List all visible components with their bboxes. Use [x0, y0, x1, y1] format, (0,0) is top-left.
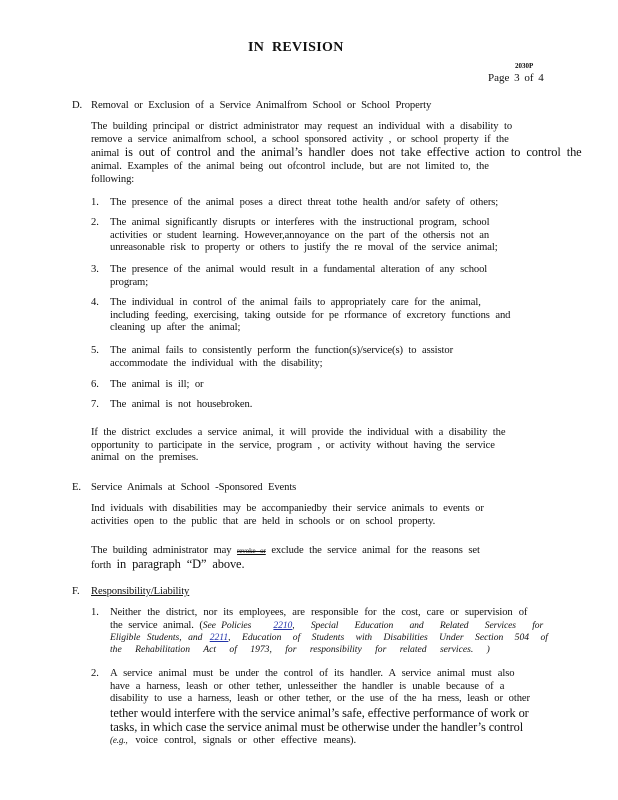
section-d-intro-line: The building principal or district administrator may request an individual with a disability to	[91, 121, 513, 132]
list-item	[110, 264, 487, 289]
list-item-line: program;	[110, 276, 149, 288]
section-d-intro-word: animal	[91, 148, 120, 160]
section-e-para2-line	[91, 558, 480, 573]
citation-text: , Special Education and Related Services for	[292, 619, 544, 631]
list-item-line: activities or student learning. However,annoyance on the part of the othersis not an	[110, 229, 490, 241]
list-item-line: disability to use a harness, leash or other tether, or the use of the ha rness, leash or other	[110, 693, 530, 705]
policy-2210-link[interactable]: 2210	[273, 619, 293, 631]
section-e-para1-line: activities open to the public that are held in schools or on school property.	[91, 515, 436, 527]
struck-text: revoke or	[237, 547, 266, 555]
list-item-line: including feeding, exercising, taking outside for pe rformance of excretory functions and	[110, 309, 511, 321]
list-item-line: The presence of the animal would result in a fundamental alteration of any school	[110, 264, 488, 275]
section-d-letter: D.	[72, 100, 83, 111]
section-d-intro-rev: is out of control and the animal’s handler does not take effective action to control the	[124, 145, 582, 160]
list-item	[110, 379, 203, 392]
list-item-line: tether would interfere with the service animal’s safe, effective performance of work or	[110, 705, 529, 720]
section-e-para2-text: exclude the service animal for the reasons set	[271, 545, 480, 556]
list-item-line: the Rehabilitation Act of 1973, for responsibility for related services. )	[110, 644, 490, 656]
section-e-heading: Service Animals at School -Sponsored Events	[91, 482, 297, 493]
list-item-line: Neither the district, nor its employees, are responsible for the cost, care or supervision of	[110, 607, 528, 618]
section-d-intro-line: animal. Examples of the animal being out ofcontrol include, but are not limited to, the	[91, 161, 489, 173]
list-item-line: unreasonable risk to property or others to justify the re moval of the service animal;	[110, 242, 498, 254]
section-d-closing	[91, 427, 505, 465]
section-d-closing-line: animal on the premises.	[91, 452, 199, 464]
policy-code: 2030P	[515, 62, 534, 70]
citation-text: Eligible Students, and	[110, 632, 203, 644]
section-e-letter: E.	[72, 482, 81, 493]
list-item-num: 7.	[91, 399, 99, 410]
section-d-closing-line: If the district excludes a service animal, it will provide the individual with a disability the	[91, 427, 506, 438]
list-item-line: A service animal must be under the control of its handler. A service animal must also	[110, 668, 515, 679]
section-d-intro	[91, 121, 582, 186]
list-item-line: tasks, in which case the service animal must be otherwise under the handler’s control	[110, 719, 524, 734]
list-item-line: The animal significantly disrupts or interferes with the instructional program, school	[110, 217, 490, 228]
citation-text: , Education of Students with Disabilities Under Section 504 of	[228, 632, 548, 644]
list-item	[110, 297, 510, 335]
section-e-para1-line: Ind ividuals with disabilities may be accompaniedby their service animals to events or	[91, 503, 484, 514]
list-item-text: (e.g.,	[110, 734, 128, 745]
list-item	[110, 345, 453, 370]
list-item	[110, 399, 252, 412]
list-item-line: The animal is ill; or	[110, 379, 204, 390]
section-e-para2	[91, 545, 480, 573]
list-item-line: accommodate the individual with the disability;	[110, 357, 323, 369]
citation-text: See Policies	[202, 619, 252, 631]
list-item-line: The presence of the animal poses a direct threat tothe health and/or safety of others;	[110, 197, 499, 208]
section-e-para2-text: forth	[91, 559, 112, 571]
list-item-num: 1.	[91, 607, 99, 618]
list-item-line: The individual in control of the animal fails to appropriately care for the animal,	[110, 297, 481, 308]
section-d-closing-line: opportunity to participate in the service, program , or activity without having the service	[91, 439, 495, 451]
list-item-line: have a harness, leash or other tether, unlesseither the handler is unable because of a	[110, 680, 505, 692]
list-item-text: the service animal. (	[110, 619, 203, 631]
list-item-num: 4.	[91, 297, 99, 308]
list-item-num: 2.	[91, 217, 99, 228]
list-item-num: 2.	[91, 668, 99, 679]
list-item-num: 1.	[91, 197, 99, 208]
page-title: IN REVISION	[248, 40, 344, 55]
section-d-intro-line	[91, 146, 582, 161]
page-number: Page 3 of 4	[488, 72, 544, 84]
list-item	[110, 668, 530, 747]
list-item-line: The animal fails to consistently perform the function(s)/service(s) to assistor	[110, 345, 454, 356]
list-item-num: 3.	[91, 264, 99, 275]
section-e-para2-rev: in paragraph “D” above.	[116, 556, 245, 571]
section-d-intro-line: remove a service animalfrom school, a school sponsored activity , or school property if the	[91, 133, 509, 145]
list-item-line	[110, 620, 548, 633]
list-item-num: 5.	[91, 345, 99, 356]
list-item-text: voice control, signals or other effective means).	[135, 734, 357, 746]
list-item	[110, 607, 548, 657]
list-item-line	[110, 632, 548, 644]
list-item	[110, 217, 498, 255]
list-item-line	[110, 734, 530, 748]
section-f-letter: F.	[72, 586, 80, 597]
section-e-para1	[91, 503, 484, 528]
section-d-heading: Removal or Exclusion of a Service Animalfrom School or School Property	[91, 100, 432, 111]
list-item	[110, 197, 498, 210]
list-item-line: The animal is not housebroken.	[110, 399, 253, 410]
list-item-line: cleaning up after the animal;	[110, 322, 241, 334]
section-e-para2-text: The building administrator may	[91, 545, 232, 556]
section-d-intro-line: following:	[91, 173, 135, 185]
policy-2211-link[interactable]: 2211	[209, 632, 229, 644]
list-item-num: 6.	[91, 379, 99, 390]
section-f-heading: Responsibility/Liability	[91, 586, 190, 597]
